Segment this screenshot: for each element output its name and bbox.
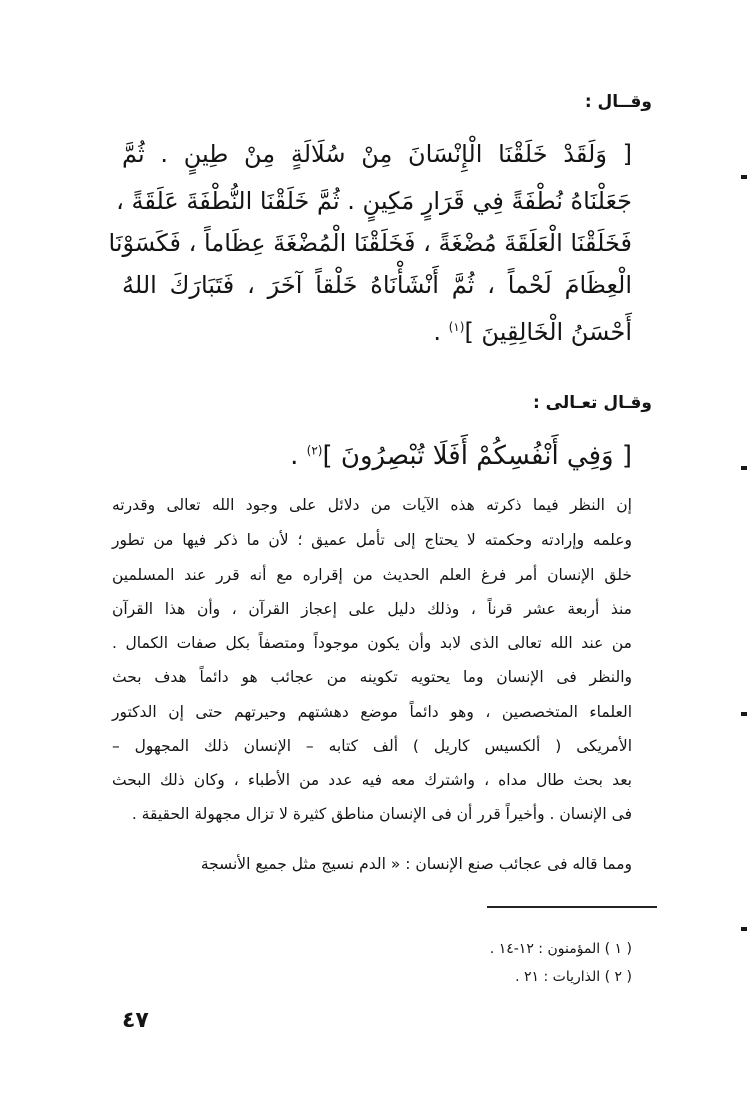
margin-mark-3 xyxy=(741,712,747,716)
footnote-2: ( ٢ ) الذاريات : ٢١ . xyxy=(515,969,632,985)
verse2-line xyxy=(290,441,632,471)
verse2-text: [ وَفِي أَنْفُسِكُمْ أَفَلَا تُبْصِرُونَ ] xyxy=(322,441,632,471)
para1-line-2: وعلمه وإرادته وحكمته لا يحتاج إلى تأمل عميق ؛ لأن ما ذكر فيها من تطور xyxy=(112,531,632,549)
verse1-end: . xyxy=(433,318,449,346)
verse1-line-3: فَخَلَقْنَا الْعَلَقَةَ مُضْغَةً ، فَخَلَقْنَا الْمُضْغَةَ عِظَاماً ، فَكَسَوْنَا xyxy=(108,229,632,257)
intro-heading-1: وقــال : xyxy=(584,92,652,112)
verse2-end: . xyxy=(290,441,307,471)
para2-line-1: والنظر فى الإنسان وما يحتويه تكوينه من عجائب هو دائماً هدف بحث xyxy=(112,668,632,686)
verse2-footnote-ref: (٢) xyxy=(306,443,323,458)
footnote-divider xyxy=(487,906,657,908)
para1-line-4: منذ أربعة عشر قرناً ، وذلك دليل على إعجاز القرآن ، وأن هذا القرآن xyxy=(112,600,632,618)
para2-line-5: فى الإنسان . وأخيراً قرر أن فى الإنسان مناطق كثيرة لا تزال مجهولة الحقيقة . xyxy=(131,805,632,823)
verse1-line-4: الْعِظَامَ لَحْماً ، ثُمَّ أَنْشَأْنَاهُ خَلْقاً آخَرَ ، فَتَبَارَكَ اللهُ xyxy=(122,271,632,299)
verse1-line-1: [ وَلَقَدْ خَلَقْنَا الْإِنْسَانَ مِنْ سُلَالَةٍ مِنْ طِينٍ . ثُمَّ xyxy=(122,140,632,168)
margin-mark-1 xyxy=(741,175,747,179)
margin-mark-2 xyxy=(741,466,747,470)
para2-line-2: العلماء المتخصصين ، وهو دائماً موضع دهشتهم وحيرتهم حتى إن الدكتور xyxy=(112,703,632,721)
intro-heading-2: وقـال تعـالى : xyxy=(532,393,652,413)
verse1-footnote-ref: (١) xyxy=(448,320,465,334)
para2-line-4: بعد بحث طال مداه ، واشترك معه فيه عدد من الأطباء ، وكان ذلك البحث xyxy=(112,771,632,789)
para1-line-3: خلق الإنسان أمر فرغ العلم الحديث من إقراره مع أنه قرر عند المسلمين xyxy=(112,566,632,584)
para1-line-5: من عند الله تعالى الذى لابد وأن يكون موجوداً ومتصفاً بكل صفات الكمال . xyxy=(112,634,632,652)
para1-line-1: إن النظر فيما ذكرته هذه الآيات من دلائل على وجود الله تعالى وقدرته xyxy=(112,496,632,514)
verse1-line-2: جَعَلْنَاهُ نُطْفَةً فِي قَرَارٍ مَكِينٍ . ثُمَّ خَلَقْنَا النُّطْفَةَ عَلَقَةً ، xyxy=(116,187,632,215)
para2-line-3: الأمريكى ( ألكسيس كاريل ) ألف كتابه – الإنسان ذلك المجهول – xyxy=(112,737,632,755)
footnote-1: ( ١ ) المؤمنون : ١٢-١٤ . xyxy=(489,941,632,957)
verse1-closing: أَحْسَنُ الْخَالِقِينَ ] xyxy=(464,318,632,346)
page-number: ٤٧ xyxy=(122,1008,149,1033)
verse1-line-5 xyxy=(433,318,632,346)
margin-mark-4 xyxy=(741,927,747,931)
para3-line-1: ومما قاله فى عجائب صنع الإنسان : « الدم نسيج مثل جميع الأنسجة xyxy=(200,855,632,873)
